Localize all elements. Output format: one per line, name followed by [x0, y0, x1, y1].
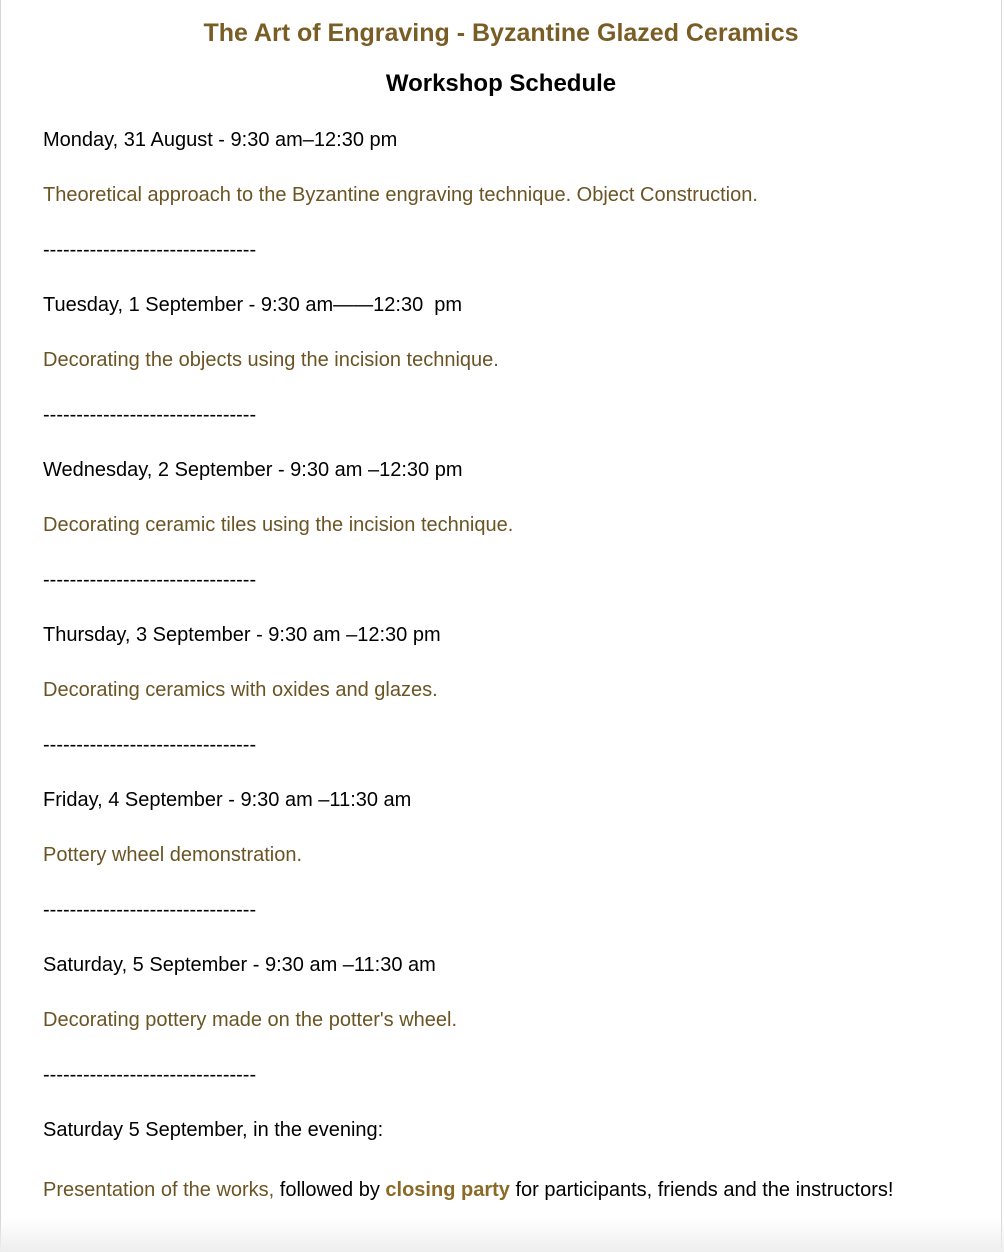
schedule-description: Decorating ceramics with oxides and glazes.	[43, 679, 438, 701]
schedule-entry-thursday	[43, 621, 943, 759]
closing-followed-by: followed by	[274, 1179, 386, 1201]
schedule-entry-saturday	[43, 951, 943, 1089]
schedule-day: Tuesday, 1 September - 9:30 am——12:30 pm	[43, 294, 463, 316]
closing-entry	[43, 1116, 943, 1209]
schedule-entry-monday	[43, 126, 943, 264]
closing-text	[43, 1171, 923, 1209]
schedule-separator: --------------------------------	[43, 734, 257, 756]
schedule-entry-wednesday	[43, 456, 943, 594]
schedule-description: Theoretical approach to the Byzantine engraving technique. Object Construction.	[43, 184, 758, 206]
schedule-description: Decorating the objects using the incision technique.	[43, 349, 499, 371]
document-title: The Art of Engraving - Byzantine Glazed Ceramics	[203, 19, 799, 47]
schedule-separator: --------------------------------	[43, 899, 257, 921]
schedule-description: Decorating ceramic tiles using the incision technique.	[43, 514, 514, 536]
schedule-content	[43, 126, 943, 1209]
schedule-separator: --------------------------------	[43, 239, 257, 261]
document-subtitle: Workshop Schedule	[385, 70, 617, 97]
schedule-description: Pottery wheel demonstration.	[43, 844, 303, 866]
schedule-day: Monday, 31 August - 9:30 am–12:30 pm	[43, 129, 398, 151]
schedule-separator: --------------------------------	[43, 404, 257, 426]
schedule-separator: --------------------------------	[43, 1064, 257, 1086]
schedule-entry-friday	[43, 786, 943, 924]
schedule-day: Thursday, 3 September - 9:30 am –12:30 pm	[43, 624, 441, 646]
schedule-day: Saturday, 5 September - 9:30 am –11:30 am	[43, 954, 436, 976]
schedule-day: Wednesday, 2 September - 9:30 am –12:30 pm	[43, 459, 463, 481]
schedule-day: Friday, 4 September - 9:30 am –11:30 am	[43, 789, 412, 811]
schedule-entry-tuesday	[43, 291, 943, 429]
closing-rest: for participants, friends and the instructors!	[509, 1179, 894, 1201]
schedule-separator: --------------------------------	[43, 569, 257, 591]
schedule-description: Decorating pottery made on the potter's wheel.	[43, 1009, 458, 1031]
closing-presentation: Presentation of the works,	[43, 1179, 275, 1201]
closing-day: Saturday 5 September, in the evening:	[43, 1119, 384, 1141]
closing-party: closing party	[385, 1179, 510, 1201]
